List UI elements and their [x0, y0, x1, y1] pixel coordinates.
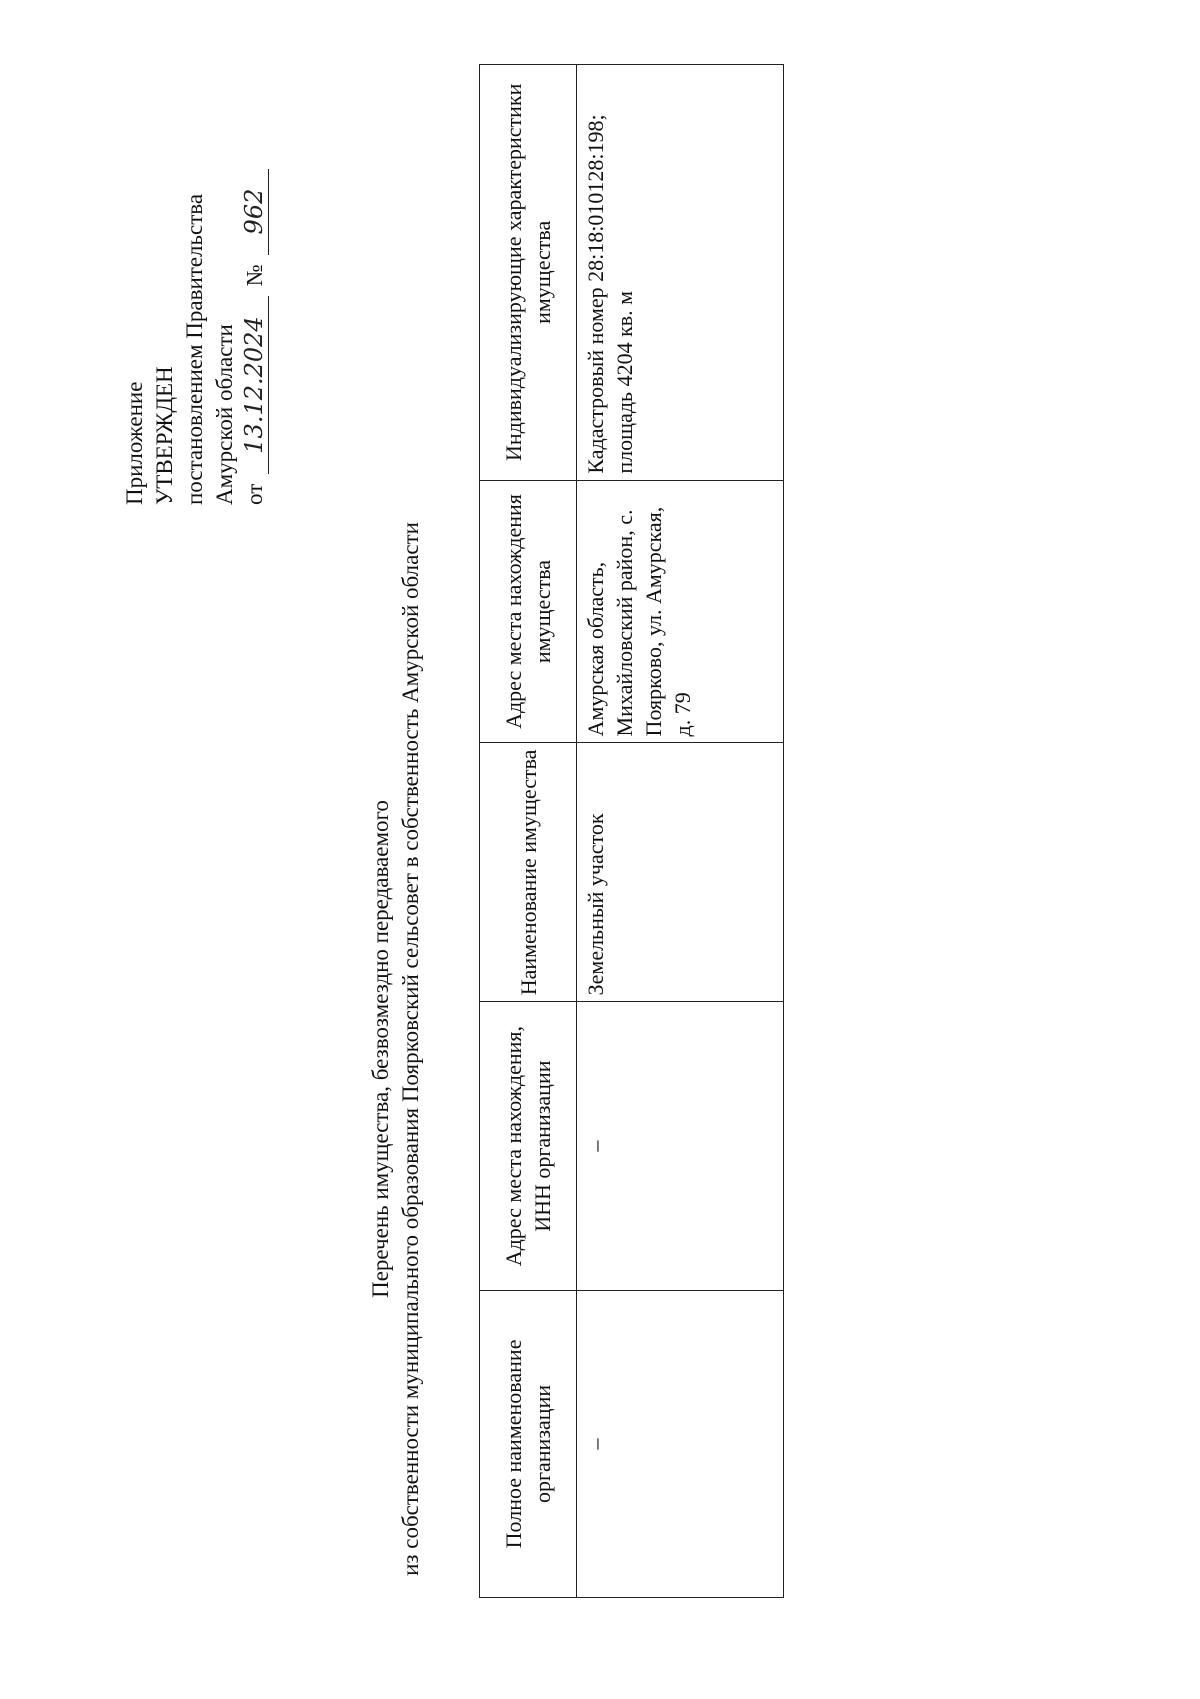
- document-title: [366, 499, 426, 1599]
- cell-property-address: Амурская область, Михайловский район, с. Поярково, ул. Амурская, д. 79: [577, 480, 784, 743]
- date-number-line: [240, 75, 270, 505]
- table-row: [577, 65, 784, 1598]
- header-property-name: Наименование имущества: [480, 743, 577, 1002]
- title-line-2: из собственности муниципального образования Поярковский сельсовет в собственность Амурской области: [398, 522, 423, 1576]
- resolution-label: постановлением Правительства: [182, 193, 207, 505]
- from-prefix: от: [242, 483, 267, 505]
- cell-property-characteristics: Кадастровый номер 28:18:010128:198; площадь 4204 кв. м: [577, 65, 784, 481]
- region-label: Амурской области: [212, 324, 237, 505]
- cell-property-name: Земельный участок: [577, 743, 784, 1002]
- header-property-address: Адрес места нахождения имущества: [480, 480, 577, 743]
- handwritten-number: 962: [240, 169, 269, 255]
- title-line-1: Перечень имущества, безвозмездно передаваемого: [368, 800, 393, 1298]
- header-property-characteristics: Индивидуализирующие характеристики имущества: [480, 65, 577, 481]
- approved-label: УТВЕРЖДЕН: [152, 366, 177, 505]
- cell-org-address: –: [577, 1002, 784, 1290]
- header-org-name: Полное наименование организации: [480, 1290, 577, 1597]
- header-org-address: Адрес места нахождения, ИНН организации: [480, 1002, 577, 1290]
- number-prefix: №: [242, 264, 267, 287]
- property-table: [479, 64, 784, 1598]
- approval-stamp: [120, 75, 270, 505]
- table-header-row: [480, 65, 577, 1598]
- appendix-label: Приложение: [122, 381, 147, 505]
- handwritten-date: 13.12.2024: [240, 296, 269, 474]
- cell-org-name: –: [577, 1290, 784, 1597]
